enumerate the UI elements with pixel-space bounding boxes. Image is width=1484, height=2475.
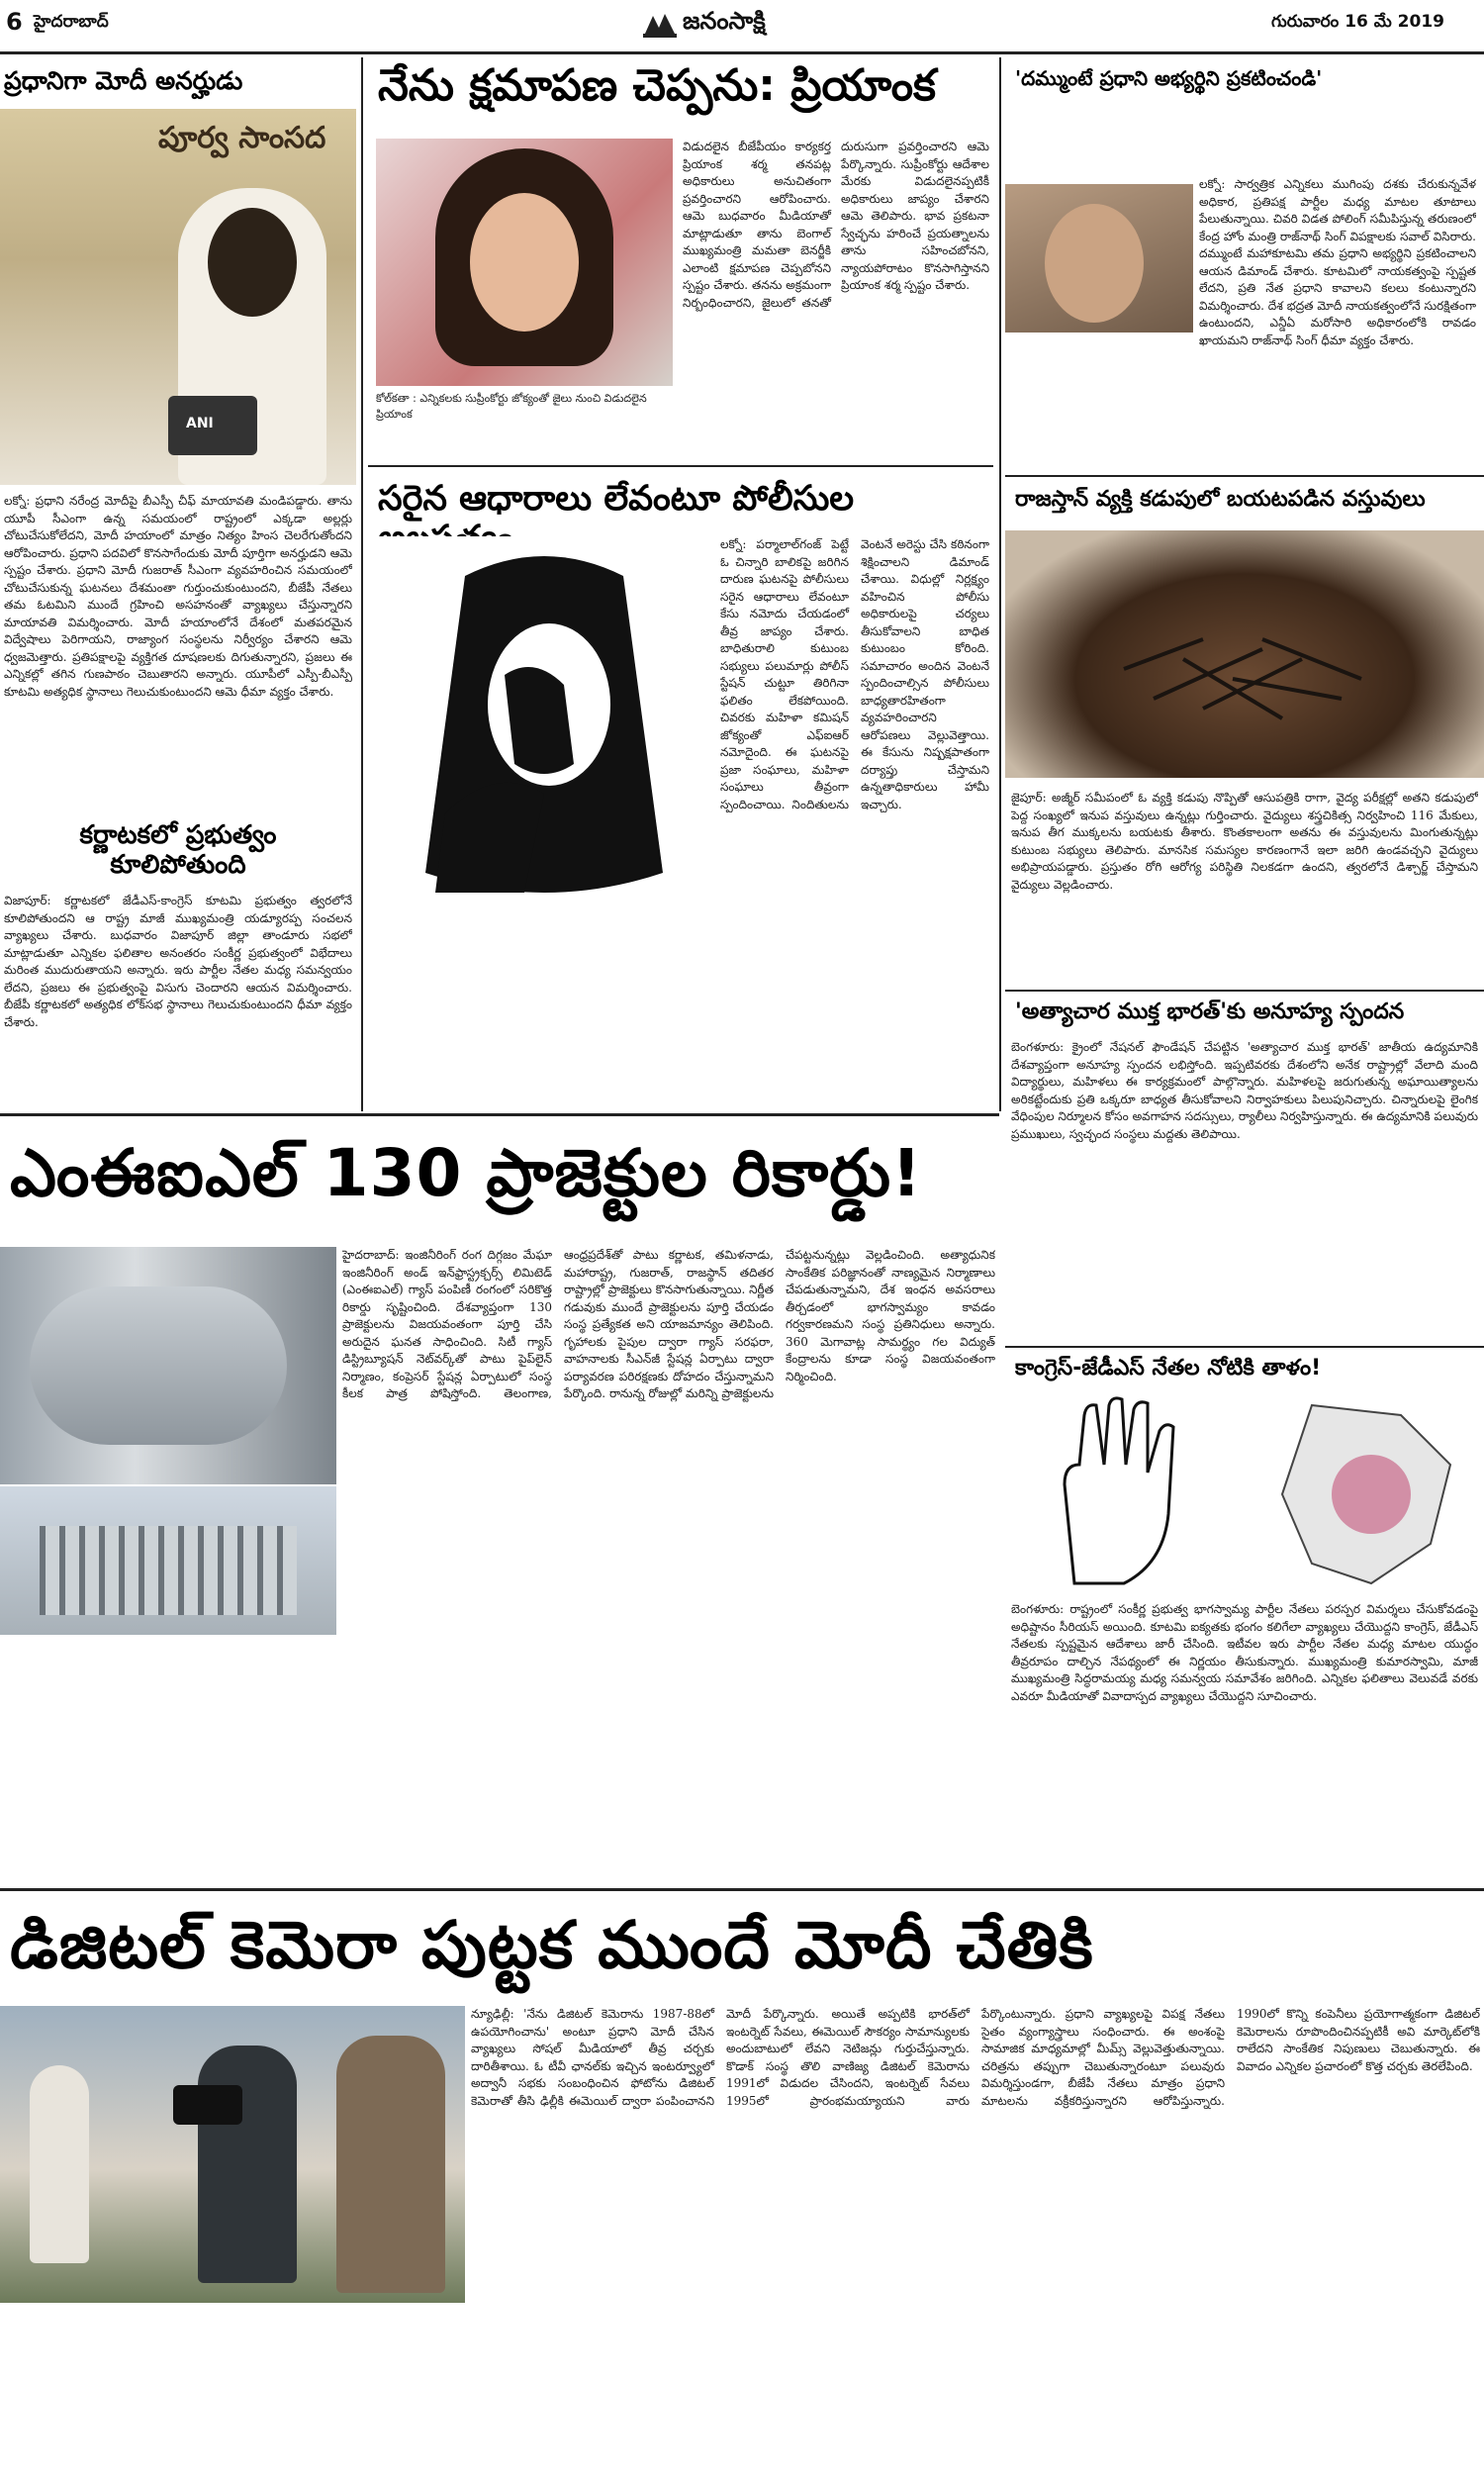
- microphone-icon: [168, 396, 257, 455]
- digital-body: న్యూఢిల్లీ: 'నేను డిజిటల్ కెమెరాను 1987-88లో ఉపయోగించాను' అంటూ ప్రధాని మోదీ చేసిన వ్యాఖ్యలు సోషల్ మీడియాలో తీవ్ర చర్చకు దారితీశాయి. ఓ టీవీ ఛానల్‌కు ఇచ్చిన ఇంటర్వ్యూలో అద్వానీ సభకు సంబంధించిన ఫోటోను డిజిటల్ కెమెరాతో తీసి ఢిల్లీకి ఈమెయిల్ ద్వారా పంపించానని మోదీ పేర్కొన్నారు. అయితే అప్పటికి భారత్‌లో ఇంటర్నెట్ సేవలు, ఈమెయిల్ సౌకర్యం సామాన్యులకు అందుబాటులో లేవని నెటిజన్లు గుర్తుచేస్తున్నారు. కొడాక్ సంస్థ తొలి వాణిజ్య డిజిటల్ కెమెరాను 1991లో విడుదల చేసిందని, ఇంటర్నెట్ సేవలు 1995లో ప్రారంభమయ్యాయని వారు పేర్కొంటున్నారు. ప్రధాని వ్యాఖ్యలపై విపక్ష నేతలు సైతం వ్యంగ్యాస్త్రాలు సంధించారు. ఈ అంశంపై సామాజిక మాధ్యమాల్లో మీమ్స్ వెల్లువెత్తుతున్నాయి. చరిత్రను తప్పుగా చెబుతున్నారంటూ పలువురు విమర్శిస్తుండగా, బీజేపీ నేతలు మాత్రం ప్రధాని మాటలను వక్రీకరిస్తున్నారని ఆరోపిస్తున్నారు. 1990లో కొన్ని కంపెనీలు ప్రయోగాత్మకంగా డిజిటల్ కెమెరాలను రూపొందించినప్పటికీ అవి మార్కెట్‌లోకి రాలేదని సాంకేతిక నిపుణులు చెబుతున్నారు. ఈ వివాదం ఎన్నికల ప్రచారంలో కొత్త చర్చకు తెరలేపింది.: [471, 2007, 1480, 2108]
- person-left: [30, 2065, 89, 2263]
- section-rule: [1005, 1346, 1484, 1348]
- rajasthan-body: జైపూర్: అజ్మీర్ సమీపంలో ఓ వ్యక్తి కడుపు నొప్పితో ఆసుపత్రికి రాగా, వైద్య పరీక్షల్లో అతని కడుపులో పెద్ద సంఖ్యలో ఇనుప వస్తువులు ఉన్నట్లు గుర్తించారు. వైద్యులు శస్త్రచికిత్స నిర్వహించి 116 మేకులు, ఇనుప తీగ ముక్కలను బయటకు తీశారు. కొంతకాలంగా అతను ఈ వస్తువులను మింగుతున్నట్లు కుటుంబ సభ్యులు తెలిపారు. మానసిక సమస్యల కారణంగానే ఇలా జరిగి ఉండవచ్చని వైద్యులు అభిప్రాయపడ్డారు. ప్రస్తుతం రోగి ఆరోగ్య పరిస్థితి నిలకడగా ఉందని, త్వరలోనే డిశ్చార్జ్ చేస్తామని వైద్యులు వెల్లడించారు.: [1011, 791, 1478, 892]
- article-congress: [1005, 1346, 1484, 1885]
- police-body: లక్నో: పర్మాలాల్‌గంజ్ పెట్టే ఓ చిన్నారి బాలికపై జరిగిన దారుణ ఘటనపై పోలీసులు సరైన ఆధారాలు లేవంటూ కేసు నమోదు చేయడంలో తీవ్ర జాప్యం చేశారు. బాధితురాలి కుటుంబ సభ్యులు పలుమార్లు పోలీస్ స్టేషన్ చుట్టూ తిరిగినా ఫలితం లేకపోయింది. చివరకు మహిళా కమిషన్ జోక్యంతో ఎఫ్ఐఆర్ నమోదైంది. ఈ ఘటనపై ప్రజా సంఘాలు, మహిళా సంఘాలు తీవ్రంగా స్పందించాయి. నిందితులను వెంటనే అరెస్టు చేసి కఠినంగా శిక్షించాలని డిమాండ్ చేశాయి. విధుల్లో నిర్లక్ష్యం వహించిన పోలీసు అధికారులపై చర్యలు తీసుకోవాలని బాధిత కుటుంబం కోరింది. సమాచారం అందిన వెంటనే స్పందించాల్సిన పోలీసులు బాధ్యతారహితంగా వ్యవహరించారని ఆరోపణలు వెల్లువెత్తాయి. ఈ కేసును నిష్పక్షపాతంగా దర్యాప్తు చేస్తామని ఉన్నతాధికారులు హామీ ఇచ్చారు.: [720, 537, 989, 811]
- page-number: 6: [6, 8, 23, 36]
- headline: కర్ణాటకలో ప్రభుత్వం కూలిపోతుంది: [79, 820, 277, 880]
- masthead-rule: [0, 51, 1484, 54]
- headline: కాంగ్రెస్-జేడీఎస్ నేతల నోటికి తాళం!: [1015, 1356, 1322, 1380]
- digital-top-rule: [0, 1888, 1484, 1891]
- article-modi: [0, 57, 356, 819]
- article-digital: [0, 1892, 1484, 2475]
- masthead: [0, 0, 1484, 51]
- city-label: హైదరాబాద్: [34, 12, 109, 32]
- article-atyachar: [1005, 990, 1484, 1346]
- headline: డిజిటల్ కెమెరా పుట్టక ముందే మోదీ చేతికి: [10, 1907, 1094, 1983]
- article-priyanka: [368, 57, 993, 463]
- logo-emblem-icon: [643, 10, 677, 38]
- photo-backdrop-text: పూర్వ సాంసద: [158, 121, 326, 155]
- pipe-shape: [30, 1286, 287, 1445]
- congress-body: బెంగళూరు: రాష్ట్రంలో సంకీర్ణ ప్రభుత్వ భాగస్వామ్య పార్టీల నేతలు పరస్పర విమర్శలు చేసుకోవడంపై అధిష్టానం సీరియస్ అయింది. కూటమి ఐక్యతకు భంగం కలిగేలా వ్యాఖ్యలు చేయొద్దని కాంగ్రెస్, జేడీఎస్ నేతలకు స్పష్టమైన ఆదేశాలు జారీ చేసింది. ఇటీవల ఇరు పార్టీల నేతల మధ్య మాటల యుద్ధం తీవ్రరూపం దాల్చిన నేపథ్యంలో ఈ నిర్ణయం తీసుకున్నారు. ముఖ్యమంత్రి కుమారస్వామి, మాజీ ముఖ్యమంత్రి సిద్ధరామయ్య మధ్య సమన్వయ సమావేశం జరిగింది. ఎన్నికల ఫలితాలు వెలువడే వరకు ఎవరూ మీడియాతో వివాదాస్పద వ్యాఖ్యలు చేయొద్దని సూచించారు.: [1011, 1602, 1478, 1703]
- person-right: [336, 2036, 445, 2293]
- headline: ఎంఈఐఎల్ 130 ప్రాజెక్టుల రికార్డు!: [10, 1135, 923, 1211]
- section-rule: [1005, 475, 1484, 477]
- headline: 'అత్యాచార ముక్త భారత్'కు అనూహ్య స్పందన: [1015, 1000, 1405, 1024]
- victim-illustration: [376, 536, 712, 912]
- plant-structure: [40, 1526, 297, 1615]
- atyachar-body: బెంగళూరు: క్రైంలో నేషనల్ ఫౌండేషన్ చేపట్టిన 'అత్యాచార ముక్త భారత్' జాతీయ ఉద్యమానికి దేశవ్యాప్తంగా అనూహ్య స్పందన లభిస్తోంది. ఇప్పటివరకు దేశంలోని అనేక రాష్ట్రాల్లో వేలాది మంది విద్యార్థులు, మహిళలు ఈ కార్యక్రమంలో పాల్గొన్నారు. మహిళలపై జరుగుతున్న అఘాయిత్యాలను అరికట్టేందుకు ప్రతి ఒక్కరూ బాధ్యత తీసుకోవాలని నిర్వాహకులు పిలుపునిచ్చారు. చిన్నారులపై లైంగిక వేధింపుల నిర్మూలన కోసం అవగాహన సదస్సులు, ర్యాలీలు నిర్వహిస్తున్నారు. ఈ ఉద్యమానికి పలువురు ప్రముఖులు, స్వచ్ఛంద సంస్థలు మద్దతు తెలిపాయి.: [1011, 1040, 1478, 1141]
- priyanka-body: విడుదలైన బీజేపీయం కార్యకర్త ప్రియాంక శర్మ తనపట్ల అధికారులు అనుచితంగా ప్రవర్తించారని ఆరోపించారు. ఆమె బుధవారం మీడియాతో మాట్లాడుతూ తాను బెంగాల్ ముఖ్యమంత్రి మమతా బెనర్జీకి ఎలాంటి క్షమాపణ చెప్పబోనని స్పష్టం చేశారు. తనను అక్రమంగా నిర్బంధించారని, జైలులో తనతో దురుసుగా ప్రవర్తించారని ఆమె పేర్కొన్నారు. సుప్రీంకోర్టు ఆదేశాల మేరకు విడుదలైనప్పటికీ అధికారులు జాప్యం చేశారని ఆమె తెలిపారు. భావ ప్రకటనా స్వేచ్ఛను హరించే ప్రయత్నాలను తాను సహించబోనని, న్యాయపోరాటం కొనసాగిస్తానని ప్రియాంక శర్మ స్పష్టం చేశారు.: [683, 140, 989, 310]
- mic-tag: ANI: [186, 416, 214, 431]
- pipes-photo: [0, 1247, 336, 1484]
- nails-photo: [1005, 530, 1484, 778]
- meil-body: హైదరాబాద్: ఇంజినీరింగ్ రంగ దిగ్గజం మేఘా ఇంజినీరింగ్ అండ్ ఇన్‌ఫ్రాస్ట్రక్చర్స్ లిమిటెడ్ (ఎంఈఐఎల్) గ్యాస్ పంపిణీ రంగంలో సరికొత్త రికార్డు సృష్టించింది. దేశవ్యాప్తంగా 130 ప్రాజెక్టులను విజయవంతంగా పూర్తి చేసి అరుదైన ఘనత సాధించింది. సిటీ గ్యాస్ డిస్ట్రిబ్యూషన్ నెట్‌వర్క్‌తో పాటు పైప్‌లైన్ నిర్మాణం, కంప్రెసర్ స్టేషన్ల ఏర్పాటులో సంస్థ కీలక పాత్ర పోషిస్తోంది. తెలంగాణ, ఆంధ్రప్రదేశ్‌తో పాటు కర్ణాటక, తమిళనాడు, మహారాష్ట్ర, గుజరాత్, రాజస్థాన్ తదితర రాష్ట్రాల్లో ప్రాజెక్టులు కొనసాగుతున్నాయి. నిర్ణీత గడువుకు ముందే ప్రాజెక్టులను పూర్తి చేయడం సంస్థ ప్రత్యేకత అని యాజమాన్యం తెలిపింది. గృహాలకు పైపుల ద్వారా గ్యాస్ సరఫరా, వాహనాలకు సీఎన్‌జీ స్టేషన్ల ఏర్పాటు ద్వారా పర్యావరణ పరిరక్షణకు దోహదం చేస్తున్నామని పేర్కొంది. రానున్న రోజుల్లో మరిన్ని ప్రాజెక్టులను చేపట్టనున్నట్లు వెల్లడించింది. అత్యాధునిక సాంకేతిక పరిజ్ఞానంతో నాణ్యమైన నిర్మాణాలు చేపడుతున్నామని, దేశ ఇంధన అవసరాలు తీర్చడంలో భాగస్వామ్యం కావడం గర్వకారణమని సంస్థ ప్రతినిధులు అన్నారు. 360 మెగావాట్ల సామర్థ్యం గల విద్యుత్ కేంద్రాలను కూడా సంస్థ విజయవంతంగా నిర్మించింది.: [342, 1248, 995, 1400]
- modi-body: లక్నో: ప్రధాని నరేంద్ర మోదీపై బీఎస్పీ చీఫ్ మాయావతి మండిపడ్డారు. తాను యూపీ సీఎంగా ఉన్న సమయంలో రాష్ట్రంలో ఎక్కడా అల్లర్లు చోటుచేసుకోలేదని, మోదీ హయాంలో మాత్రం నిత్యం హింస చెలరేగుతోందని ఆరోపించారు. ప్రధాని పదవిలో కొనసాగేందుకు మోదీ పూర్తిగా అనర్హుడని ఆమె స్పష్టం చేశారు. ప్రధాని మోదీ గుజరాత్ సీఎంగా వ్యవహరించిన సమయంలో చోటుచేసుకున్న ఘటనలు దేశమంతా గుర్తుంచుకుంటుందని, బీజేపీ నేతలు తమ ఓటమిని ముందే గ్రహించి అసహనంతో వ్యాఖ్యలు చేస్తున్నారని మాయావతి విమర్శించారు. మోదీ హయాంలోనే దేశంలో మతపరమైన విద్వేషాలు పెరిగాయని, రాజ్యాంగ సంస్థలను నిర్వీర్యం చేశారని ఆమె ధ్వజమెత్తారు. ప్రతిపక్షాలపై వ్యక్తిగత దూషణలకు దిగుతున్నారని, ప్రజలు ఈ ఎన్నికల్లో తగిన గుణపాఠం చెబుతారని అన్నారు. యూపీలో ఎస్పీ-బీఎస్పీ కూటమి అత్యధిక స్థానాలు గెలుచుకుంటుందని ఆమె ధీమా వ్యక్తం చేశారు.: [4, 494, 352, 699]
- headline: ప్రధానిగా మోదీ అనర్హుడు: [4, 66, 243, 95]
- karnataka-map-icon: [1252, 1395, 1480, 1593]
- divider-right: [999, 57, 1001, 1111]
- camera-icon: [173, 2085, 242, 2125]
- article-karnataka: [0, 821, 356, 1108]
- headline: సరైన ఆధారాలు లేవంటూ పోలీసుల: [378, 479, 855, 519]
- congress-hand-graphic: [1005, 1395, 1484, 1593]
- headline: నేను క్షమాపణ చెప్పను: ప్రియాంక: [378, 60, 937, 111]
- person-head: [208, 208, 297, 317]
- article-police: [368, 465, 993, 1108]
- priyanka-caption: కోల్‌కతా : ఎన్నికలకు సుప్రీంకోర్టు జోక్యంతో జైలు నుంచి విడుదలైన ప్రియాంక: [376, 392, 647, 421]
- section-rule: [1005, 990, 1484, 992]
- person-face: [1045, 204, 1144, 323]
- nails-pile-illustration: [1005, 530, 1484, 778]
- section-rule: [368, 465, 993, 467]
- dammunte-body: లక్నో: సార్వత్రిక ఎన్నికలు ముగింపు దశకు చేరుకున్నవేళ అధికార, ప్రతిపక్ష పార్టీల మధ్య మాటల తూటాలు పేలుతున్నాయి. చివరి విడత పోలింగ్ సమీపిస్తున్న తరుణంలో కేంద్ర హోం మంత్రి రాజ్‌నాథ్ సింగ్ విపక్షాలకు సవాల్ విసిరారు. దమ్ముంటే మహాకూటమి తమ ప్రధాని అభ్యర్థిని ప్రకటించాలని ఆయన డిమాండ్ చేశారు. కూటమిలో నాయకత్వంపై స్పష్టత లేదని, ప్రతి నేత ప్రధాని కావాలని కలలు కంటున్నారని విమర్శించారు. దేశ భద్రత మోదీ నాయకత్వంలోనే సురక్షితంగా ఉంటుందని, ఎన్డీఏ మరోసారి అధికారంలోకి రావడం ఖాయమని రాజ్‌నాథ్ సింగ్ ధీమా వ్యక్తం చేశారు.: [1199, 177, 1476, 347]
- paper-name: జనంసాక్షి: [683, 7, 766, 35]
- hand-symbol-icon: [1005, 1395, 1252, 1593]
- modi-photo: [0, 109, 356, 485]
- karnataka-body: విజాపూర్: కర్ణాటకలో జేడీఎస్-కాంగ్రెస్ కూటమి ప్రభుత్వం త్వరలోనే కూలిపోతుందని ఆ రాష్ట్ర మాజీ ముఖ్యమంత్రి యడ్యూరప్ప సంచలన వ్యాఖ్యలు చేశారు. బుధవారం విజాపూర్ జిల్లా తాండూరు సభలో మాట్లాడుతూ ఎన్నికల ఫలితాల అనంతరం సంకీర్ణ ప్రభుత్వంలో విభేదాలు మరింత ముదురుతాయని అన్నారు. ఇరు పార్టీల నేతల మధ్య సమన్వయం లేదని, ప్రజలు ఈ ప్రభుత్వంపై విసుగు చెందారని ఆయన విమర్శించారు. బీజేపీ కర్ణాటకలో అత్యధిక లోక్‌సభ స్థానాలు గెలుచుకుంటుందని ధీమా వ్యక్తం చేశారు.: [4, 894, 352, 1029]
- headline: 'దమ్ముంటే ప్రధాని అభ్యర్థిని ప్రకటించండి': [1015, 66, 1323, 90]
- issue-date: గురువారం 16 మే 2019: [1271, 12, 1444, 32]
- plant-photo: [0, 1486, 336, 1635]
- headline: రాజస్తాన్ వ్యక్తి కడుపులో బయటపడిన వస్తువులు: [1015, 487, 1426, 512]
- rajnath-photo: [1005, 184, 1193, 333]
- article-dammunte: [1005, 57, 1484, 473]
- meil-top-rule: [0, 1113, 999, 1116]
- hidden-face-illustration: [376, 536, 712, 912]
- article-meil: [0, 1118, 999, 1885]
- paper-logo: [643, 6, 766, 42]
- divider-left: [361, 57, 363, 1111]
- priyanka-photo: [376, 139, 673, 386]
- article-rajasthan: [1005, 475, 1484, 1059]
- modi-camera-photo: [0, 2006, 465, 2303]
- person-face: [470, 193, 579, 332]
- person-photographer: [198, 2046, 297, 2283]
